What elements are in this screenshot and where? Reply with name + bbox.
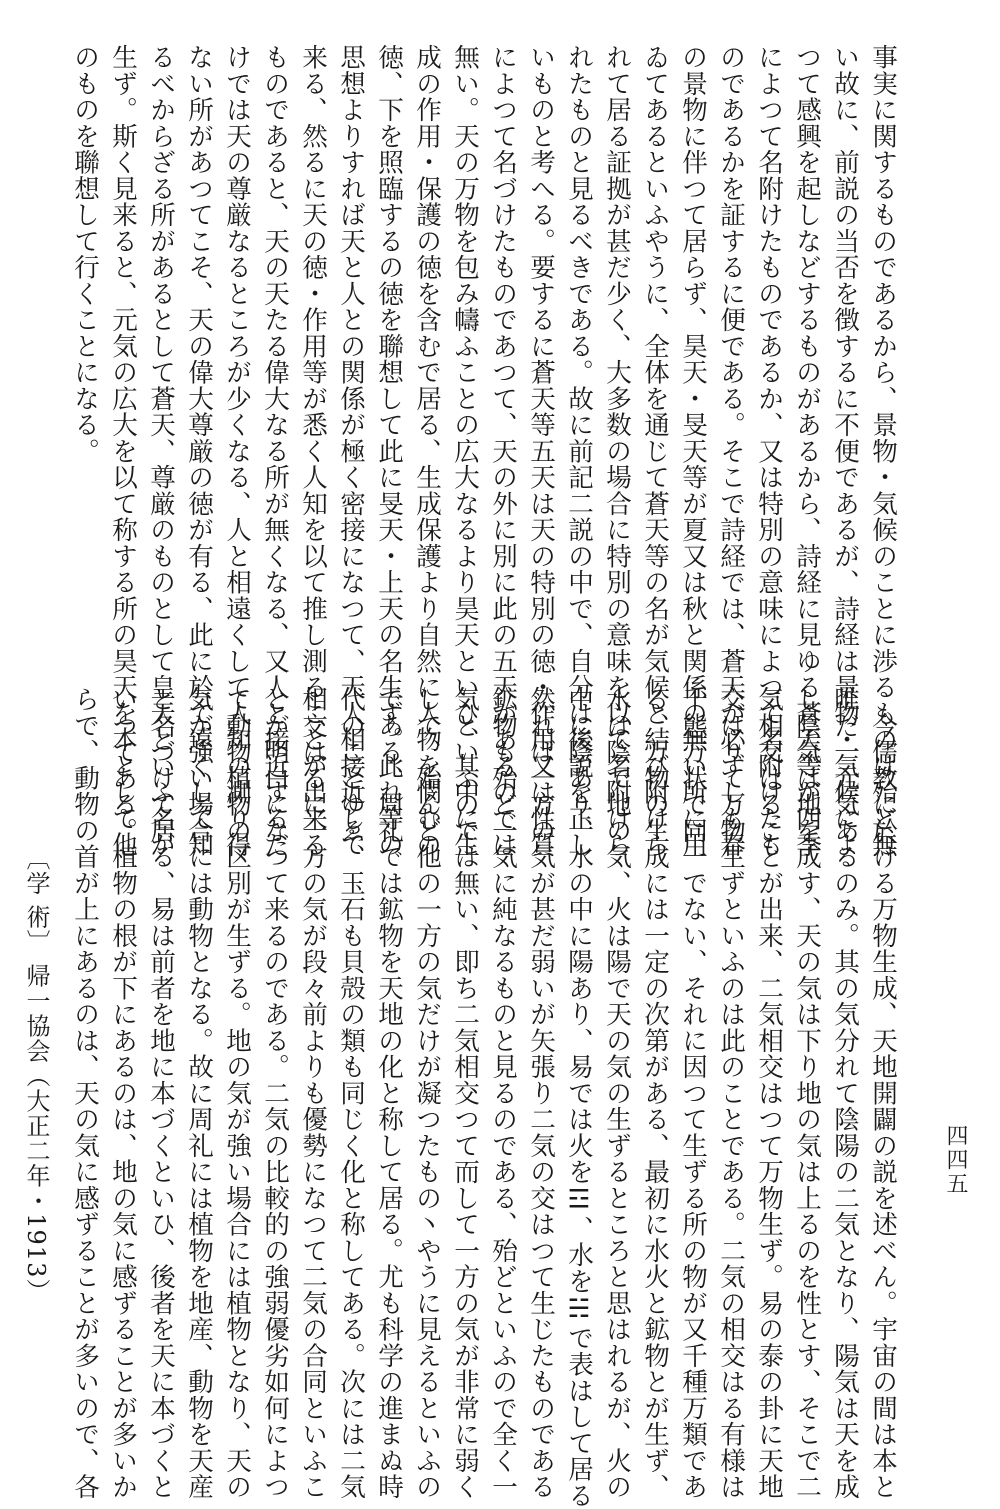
upper-line-19: ない所があつてこそ、天の偉大尊厳の徳が有る、此に於て遠くして知 <box>184 44 214 858</box>
upper-line-11: によつて名づけたものであつて、天の外に別に此の五天があるのでは <box>488 44 518 858</box>
lower-line-5: 交はりて万物生ずといふのは此のことである。二気の相交はる有様は <box>716 686 746 1500</box>
upper-line-15: 思想よりすれば天と人との関係が極く密接になつて、天人相接近して <box>336 44 366 858</box>
upper-line-7: ゐてあるといふやうに、全体を通じて蒼天等の名が気候と結び附けら <box>640 44 670 858</box>
lower-line-11: 鉱物も殆ど一気に純なるものと見るのである、殆どといふので全く一 <box>488 686 518 1500</box>
lower-line-8: 水は陰で地の気、火は陽で天の気の生ずるところと思はれるが、火の <box>602 686 632 1500</box>
lower-line-20: と名づけて居る、易は前者を地に本づくといひ、後者を天に本づくと <box>146 686 176 1500</box>
upper-text-block <box>60 44 900 858</box>
lower-line-10: 然れば一方の気が甚だ弱いが矢張り二気の交はつて生じたものである <box>526 686 556 1500</box>
lower-line-3: し陰気は地を成す、天の気は下り地の気は上るのを性とす、そこで二 <box>792 686 822 1500</box>
lower-line-9: 中に陰あり、水の中に陽あり、易では火を☲、水を☵で表はして居る <box>564 686 594 1509</box>
lower-line-4: 気相交はることが出来、二気相交はつて万物生ず。易の泰の卦に天地 <box>754 686 784 1500</box>
upper-line-21: 生ず。斯く見来ると、元気の広大を以て称する所の昊天を本として他 <box>108 44 138 858</box>
upper-line-5: のであるかを証するに便である。そこで詩経では、蒼天が必ずしも春 <box>716 44 746 858</box>
lower-line-17: とが明白になつて来るのである。二気の比較的の強弱優劣如何によつ <box>260 686 290 1500</box>
lower-line-7: る、万物の生成には一定の次第がある、最初に水火と鉱物とが生ず、 <box>640 686 670 1500</box>
lower-line-6: 千態万状で同一でない、それに因つて生ずる所の物が又千種万類であ <box>678 686 708 1500</box>
upper-line-17: ものであると、天の天たる偉大なる所が無くなる、又人と接近するだ <box>260 44 290 858</box>
upper-line-9: れたものと見るべきである。故に前記二説の中で、自分は後説を正し <box>564 44 594 858</box>
page-number: 四四五 <box>943 1124 968 1196</box>
lower-line-13: して、殆んど他の一方の気だけが凝つたもの丶やうに見えるといふの <box>412 686 442 1500</box>
upper-line-22: のものを聯想して行くことになる。 <box>70 44 100 464</box>
upper-line-8: れて居る証拠が甚だ少く、大多数の場合に特別の意味を以て名附けら <box>602 44 632 858</box>
upper-line-16: 来る、然るに天の徳・作用等が悉く人知を以て推し測ることが出来る <box>298 44 328 858</box>
lower-line-1: 今儒教に於ける万物生成、天地開闢の説を述べん。宇宙の間は本と <box>868 686 898 1500</box>
lower-line-19: 気が強い場合には動物となる。故に周礼には植物を地産、動物を天産 <box>184 686 214 1500</box>
lower-line-2: 唯だ一元気あるのみ。其の気分れて陰陽の二気となり、陽気は天を成 <box>830 686 860 1500</box>
upper-line-12: 無い。天の万物を包み幬ふことの広大なるより昊天といひ、其中に生 <box>450 44 480 858</box>
running-header: 〔学 術〕 帰一協会（大正二年・1913） <box>22 846 50 1304</box>
upper-line-1: 事実に関するものであるから、景物・気候のことに渉るものは殆ど無 <box>868 44 898 858</box>
lower-line-22: らで、動物の首が上にあるのは、天の気に感ずることが多いので、各 <box>70 686 100 1500</box>
upper-line-6: の景物に伴つて居らず、昊天・旻天等が夏又は秋と関係の無い所に用 <box>678 44 708 858</box>
upper-line-14: 徳、下を照臨するの徳を聯想して此に旻天・上天の名生ず。此れ等の <box>374 44 404 858</box>
upper-line-18: けでは天の尊厳なるところが少くなる、人と相遠くして人知の測り得 <box>222 44 252 858</box>
lower-line-21: いつてある。植物の根が下にあるのは、地の気に感ずることが多いか <box>108 686 138 1500</box>
lower-line-18: て動物植物の区別が生ずる。地の気が強い場合には植物となり、天の <box>222 686 252 1500</box>
upper-line-13: 成の作用・保護の徳を含むで居る、生成保護より自然に人物を憫むの <box>412 44 442 858</box>
lower-line-14: である、周礼では鉱物を天地の化と称して居る。尤も科学の進まぬ時 <box>374 686 404 1500</box>
lower-text-block <box>60 686 900 1509</box>
lower-line-15: 代のことゆゑ、玉石も貝殻の類も同じく化と称してある。次には二気 <box>336 686 366 1500</box>
upper-line-20: るべからざる所があるとして蒼天、尊厳のものとして皇天といふ名が <box>146 44 176 858</box>
lower-line-16: 相交はるに一方の気が段々前よりも優勢になつて二気の合同といふこ <box>298 686 328 1500</box>
lower-line-12: 気といふのでは無い、即ち二気相交つて而して一方の気が非常に弱く <box>450 686 480 1500</box>
upper-line-4: によつて名附けたものであるか、又は特別の意味によつて名附けたも <box>754 44 784 858</box>
upper-line-3: つて感興を起しなどするものがあるから、詩経に見ゆる蒼天等が四季 <box>792 44 822 858</box>
upper-line-10: いものと考へる。要するに蒼天等五天は天の特別の徳・作用又は性質 <box>526 44 556 858</box>
upper-line-2: い故に、前説の当否を徴するに不便であるが、詩経は景物・気候によ <box>830 44 860 858</box>
